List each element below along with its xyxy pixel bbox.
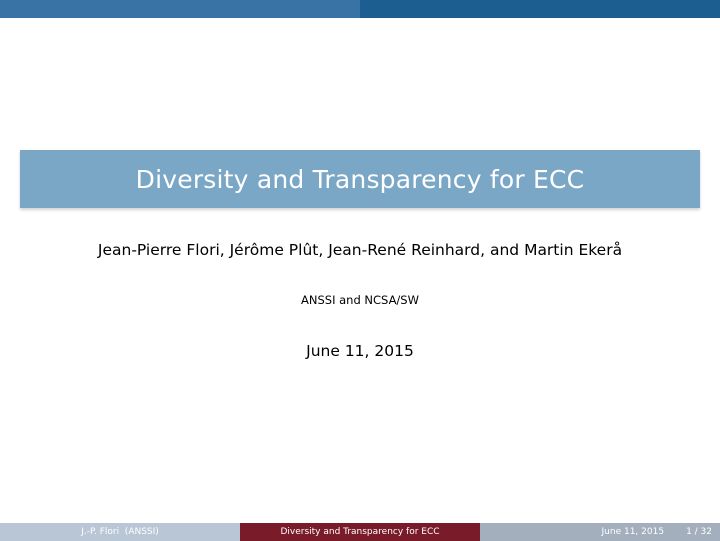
header-bar: [0, 0, 720, 18]
footer-bar: [0, 523, 720, 541]
header-bar-right: [360, 0, 720, 18]
slide-title: Diversity and Transparency for ECC: [135, 164, 585, 194]
title-block: [20, 150, 700, 208]
slide-institute: ANSSI and NCSA/SW: [301, 293, 419, 307]
footer-title: Diversity and Transparency for ECC: [280, 527, 440, 537]
header-bar-left: [0, 0, 360, 18]
footer-author-section: [0, 523, 240, 541]
footer-author: J.-P. Flori (ANSSI): [81, 527, 159, 537]
footer-right-section: [480, 523, 720, 541]
slide-authors: Jean-Pierre Flori, Jérôme Plût, Jean-René Reinhard, and Martin Ekerå: [97, 241, 623, 259]
footer-title-section: [240, 523, 480, 541]
footer-date: June 11, 2015: [601, 527, 665, 537]
footer-page-number: 1 / 32: [686, 527, 712, 537]
slide-date: June 11, 2015: [306, 342, 414, 360]
